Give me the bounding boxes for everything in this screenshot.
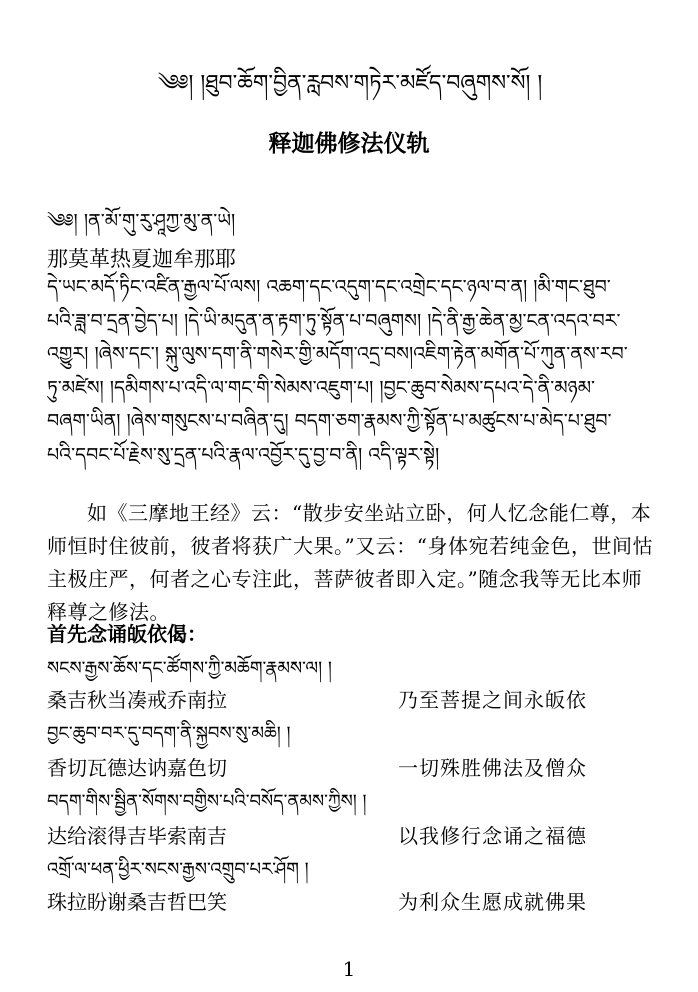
verse-translation: 乃至菩提之间永皈依 (398, 688, 587, 712)
verse-row (47, 820, 657, 850)
mantra-tibetan: ༄༅། །ན་མོ་གུ་རུ་ཤཱཀྱ་མུ་ན་ཡེ། (47, 210, 236, 232)
verse-transliteration: 桑吉秋当凑戒乔南拉 (47, 688, 227, 712)
mantra-chinese: 那莫革热夏迦牟那耶 (47, 247, 236, 271)
verse-transliteration: 香切瓦德达讷嘉色切 (47, 756, 227, 780)
verse-tibetan: བྱང་ཆུབ་བར་དུ་བདག་ནི་སྐྱབས་སུ་མཆི། ། (47, 723, 291, 744)
verse-transliteration: 珠拉盼谢桑吉哲巴笑 (47, 890, 227, 914)
verse-transliteration: 达给滚得吉毕索南吉 (47, 824, 227, 848)
tibetan-paragraph-line: འགྱུར། །ཞེས་དང་། སྐུ་ལུས་དག་ནི་གསེར་གྱི་མདོག་འདྲ་བས།འཇིག་རྟེན་མགོན་པོ་ཀུན་ནས་རབ་ (47, 343, 628, 365)
tibetan-paragraph-line: དེ་ཡང་མདོ་ཏིང་འཛིན་རྒྱལ་པོ་ལས། འཆག་དང་འདུག་དང་འགྲེང་དང་ཉལ་བ་ན། །མི་གང་ཐུབ་ (47, 276, 611, 298)
refuge-tibetan-title: སངས་རྒྱས་ཆོས་དང་ཚོགས་ཀྱི་མཆོག་རྣམས་ལ། ། (47, 658, 332, 679)
page-number: 1 (342, 957, 356, 981)
tibetan-paragraph-line: པའི་དབང་པོ་རྗེས་སུ་དྲན་པའི་རྣལ་འབྱོར་དུ་བྱ་བ་ནི། འདི་ལྟར་སྟེ། (47, 443, 440, 466)
chinese-title: 释迦佛修法仪轨 (268, 130, 430, 157)
verse-translation: 为利众生愿成就佛果 (398, 890, 587, 914)
tibetan-paragraph-line: པའི་ཟླ་བ་དྲན་བྱེད་པ། །དེ་ཡི་མདུན་ན་རྟག་ཏུ་སྟོན་པ་བཞུགས། །དེ་ནི་རྒྱ་ཆེན་མྱ་ངན་འདའ་བར་ (47, 309, 621, 332)
refuge-heading: 首先念诵皈依偈： (47, 622, 207, 646)
verse-row (47, 684, 657, 714)
verse-row (47, 886, 657, 916)
tibetan-paragraph (47, 271, 657, 472)
verse-tibetan: བདག་གིས་སྦྱིན་སོགས་བགྱིས་པའི་བསོད་ནམས་ཀྱིས། ། (47, 791, 367, 812)
verse-row (47, 752, 657, 782)
tibetan-paragraph-line: བཞག་ཡིན། །ཞེས་གསུངས་པ་བཞིན་དུ། བདག་ཅག་རྣམས་ཀྱི་སྟོན་པ་མཚུངས་པ་མེད་པ་ཐུབ་ (47, 410, 612, 432)
chinese-paragraph: 如《三摩地王经》云：“散步安坐站立卧，何人忆念能仁尊，本师恒时住彼前，彼者将获广大果。”又云：“身体宛若纯金色，世间怙主极庄严，何者之心专注此，菩萨彼者即入定。”随念我等无比本师释尊之修法。 (47, 501, 653, 624)
tibetan-title: ༄༅། །ཐུབ་ཆོག་བྱིན་རླབས་གཏེར་མཛོད་བཞུགས་སོ། ། (157, 71, 543, 96)
verse-tibetan: འགྲོ་ལ་ཕན་ཕྱིར་སངས་རྒྱས་འགྲུབ་པར་ཤོག ། (47, 859, 309, 880)
tibetan-paragraph-line: ཏུ་མཛེས། །དམིགས་པ་འདི་ལ་གང་གི་སེམས་འཇུག་པ། །བྱང་ཆུབ་སེམས་དཔའ་དེ་ནི་མཉམ་ (47, 376, 596, 399)
verse-translation: 一切殊胜佛法及僧众 (398, 756, 587, 780)
verse-translation: 以我修行念诵之福德 (398, 824, 587, 848)
